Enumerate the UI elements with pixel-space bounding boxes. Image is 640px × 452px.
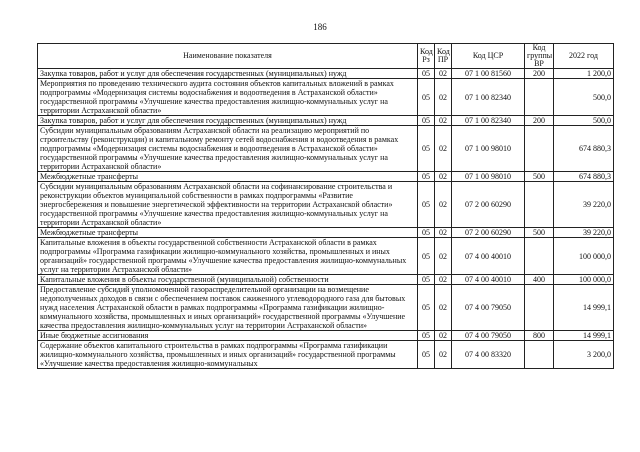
table-row [38, 116, 614, 126]
row-csr: 07 1 00 82340 [452, 116, 525, 126]
table-row [38, 228, 614, 238]
row-name: Субсидии муниципальным образованиям Астраханской области на реализацию мероприятий по строительству (реконструкции) и капитальному ремонту сетей водоснабжения и водоотведения в рамках подпрограммы «Модернизация системы водоснабжения и водоотведения в Астраханской области» государственной программы «Улучшение качества предоставления жилищно-коммунальных услуг на территории Астраханской области» [38, 126, 418, 172]
row-amount: 14 999,1 [554, 285, 614, 331]
row-rz: 05 [418, 285, 435, 331]
table-row [38, 331, 614, 341]
table-row [38, 69, 614, 79]
row-pr: 02 [435, 341, 452, 369]
row-rz: 05 [418, 275, 435, 285]
row-rz: 05 [418, 182, 435, 228]
row-amount: 14 999,1 [554, 331, 614, 341]
row-name: Закупка товаров, работ и услуг для обеспечения государственных (муниципальных) нужд [38, 69, 418, 79]
row-rz: 05 [418, 238, 435, 275]
row-amount: 500,0 [554, 79, 614, 116]
row-csr: 07 1 00 98010 [452, 126, 525, 172]
row-name: Содержание объектов капитального строительства в рамках подпрограммы «Программа газификации жилищно-коммунального хозяйства, промышленных и иных организаций» государственной программы «Улучшение качества предоставления жилищно-коммунальных [38, 341, 418, 369]
header-vr: Код группы ВР [525, 44, 554, 69]
row-name: Субсидии муниципальным образованиям Астраханской области на софинансирование строительства и реконструкции объектов муниципальной собственности в рамках подпрограммы «Развитие энергосбережения и повышение энергетической эффективности на территории Астраханской области» государственной программы «Улучшение качества предоставления жилищно-коммунальных услуг на территории Астраханской области» [38, 182, 418, 228]
row-vr [525, 285, 554, 331]
row-pr: 02 [435, 285, 452, 331]
row-vr: 400 [525, 275, 554, 285]
row-amount: 1 200,0 [554, 69, 614, 79]
row-amount: 3 200,0 [554, 341, 614, 369]
row-amount: 39 220,0 [554, 228, 614, 238]
table-header-row [38, 44, 614, 69]
row-name: Закупка товаров, работ и услуг для обеспечения государственных (муниципальных) нужд [38, 116, 418, 126]
row-amount: 674 880,3 [554, 126, 614, 172]
row-amount: 100 000,0 [554, 238, 614, 275]
row-vr [525, 79, 554, 116]
page-number: 186 [313, 22, 327, 32]
row-vr: 200 [525, 116, 554, 126]
row-name: Капитальные вложения в объекты государственной собственности Астраханской области в рамках подпрограммы «Программа газификации жилищно-коммунального хозяйства, промышленных и иных организаций» государственной программы «Улучшение качества предоставления жилищно-коммунальных услуг на территории Астраханской области» [38, 238, 418, 275]
table-row [38, 126, 614, 172]
row-amount: 500,0 [554, 116, 614, 126]
row-vr [525, 238, 554, 275]
row-rz: 05 [418, 126, 435, 172]
row-csr: 07 1 00 81560 [452, 69, 525, 79]
row-csr: 07 4 00 83320 [452, 341, 525, 369]
row-rz: 05 [418, 172, 435, 182]
row-pr: 02 [435, 331, 452, 341]
row-vr: 500 [525, 172, 554, 182]
table-row [38, 275, 614, 285]
row-rz: 05 [418, 341, 435, 369]
row-vr: 200 [525, 69, 554, 79]
row-csr: 07 1 00 98010 [452, 172, 525, 182]
row-name: Иные бюджетные ассигнования [38, 331, 418, 341]
row-name: Предоставление субсидий уполномоченной газораспределительной организации на возмещение недополученных доходов в связи с обеспечением поставок сжиженного углеводородного газа для бытовых нужд населения Астраханской области в рамках подпрограммы «Программа газификации жилищно-коммунального хозяйства, промышленных и иных организаций» государственной программы «Улучшение качества предоставления жилищно-коммунальных услуг на территории Астраханской области» [38, 285, 418, 331]
row-csr: 07 4 00 79050 [452, 285, 525, 331]
row-rz: 05 [418, 228, 435, 238]
row-pr: 02 [435, 275, 452, 285]
row-pr: 02 [435, 172, 452, 182]
row-pr: 02 [435, 228, 452, 238]
header-year: 2022 год [554, 44, 614, 69]
row-rz: 05 [418, 79, 435, 116]
row-rz: 05 [418, 331, 435, 341]
row-amount: 100 000,0 [554, 275, 614, 285]
row-csr: 07 2 00 60290 [452, 228, 525, 238]
row-vr [525, 182, 554, 228]
row-pr: 02 [435, 116, 452, 126]
row-csr: 07 4 00 40010 [452, 238, 525, 275]
row-vr: 500 [525, 228, 554, 238]
row-amount: 674 880,3 [554, 172, 614, 182]
table-row [38, 341, 614, 369]
table-row [38, 238, 614, 275]
row-csr: 07 4 00 79050 [452, 331, 525, 341]
table-row [38, 182, 614, 228]
row-vr [525, 341, 554, 369]
row-name: Межбюджетные трансферты [38, 228, 418, 238]
header-rz: Код Рз [418, 44, 435, 69]
row-pr: 02 [435, 69, 452, 79]
row-vr [525, 126, 554, 172]
row-pr: 02 [435, 79, 452, 116]
row-csr: 07 4 00 40010 [452, 275, 525, 285]
row-csr: 07 2 00 60290 [452, 182, 525, 228]
row-name: Капитальные вложения в объекты государственной (муниципальной) собственности [38, 275, 418, 285]
row-vr: 800 [525, 331, 554, 341]
row-name: Мероприятия по проведению технического аудита состояния объектов капитальных вложений в рамках подпрограммы «Модернизация системы водоснабжения и водоотведения в Астраханской области» государственной программы «Улучшение качества предоставления жилищно-коммунальных услуг на территории Астраханской области» [38, 79, 418, 116]
row-name: Межбюджетные трансферты [38, 172, 418, 182]
row-rz: 05 [418, 116, 435, 126]
row-rz: 05 [418, 69, 435, 79]
budget-table [37, 43, 614, 369]
table-row [38, 79, 614, 116]
header-csr: Код ЦСР [452, 44, 525, 69]
table-row [38, 172, 614, 182]
row-pr: 02 [435, 126, 452, 172]
row-amount: 39 220,0 [554, 182, 614, 228]
row-pr: 02 [435, 182, 452, 228]
header-pr: Код ПР [435, 44, 452, 69]
header-name: Наименование показателя [38, 44, 418, 69]
table-row [38, 285, 614, 331]
row-csr: 07 1 00 82340 [452, 79, 525, 116]
row-pr: 02 [435, 238, 452, 275]
